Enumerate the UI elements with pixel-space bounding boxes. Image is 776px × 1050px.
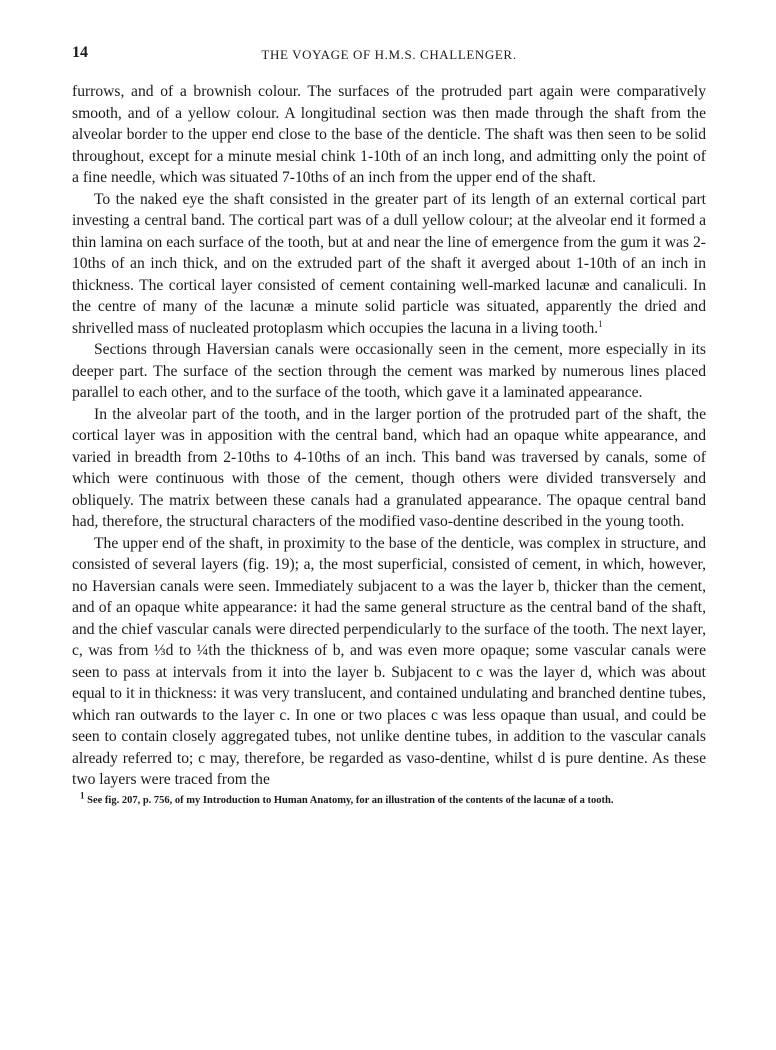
footnote-text: See fig. 207, p. 756, of my Introduction to Human Anatomy, for an illustration of the contents of the lacunæ of a tooth. [87, 794, 614, 806]
footnote-marker: 1 [598, 318, 603, 329]
page-number: 14 [72, 44, 88, 61]
body-text [72, 81, 706, 791]
paragraph-text: To the naked eye the shaft consisted in the greater part of its length of an external cortical part investing a central band. The cortical part was of a dull yellow colour; at the alveolar end it formed a thin lamina on each surface of the tooth, but at and near the line of emergence from the gum it was 2-10ths of an inch thick, and on the extruded part of the shaft it averged about 1-10th of an inch in thickness. The cortical layer consisted of cement containing well-marked lacunæ and canaliculi. In the centre of many of the lacunæ a minute solid particle was situated, apparently the dried and shrivelled mass of nucleated protoplasm which occupies the lacuna in a living tooth. [72, 190, 706, 337]
footnote [72, 790, 706, 808]
running-title: THE VOYAGE OF H.M.S. CHALLENGER. [261, 47, 517, 62]
paragraph [72, 189, 706, 340]
paragraph: In the alveolar part of the tooth, and in the larger portion of the protruded part of the shaft, the cortical layer was in apposition with the central band, which had an opaque white appearance, and varied in breadth from 2-10ths to 4-10ths of an inch. This band was traversed by canals, some of which were continuous with those of the cement, though others were divided transversely and obliquely. The matrix between these canals had a granulated appearance. The opaque central band had, therefore, the structural characters of the modified vaso-dentine described in the young tooth. [72, 405, 706, 530]
paragraph: The upper end of the shaft, in proximity to the base of the denticle, was complex in structure, and consisted of several layers (fig. 19); a, the most superficial, consisted of cement, in which, however, no Haversian canals were seen. Immediately subjacent to a was the layer b, thicker than the cement, and of an opaque white appearance: it had the same general structure as the central band of the shaft, and the chief vascular canals were directed perpendicularly to the surface of the tooth. The next layer, c, was from ⅓d to ¼th the thickness of b, and was even more opaque; some vascular canals were seen to pass at intervals from it into the layer b. Subjacent to c was the layer d, which was about equal to it in thickness: it was very translucent, and contained undulating and branched dentine tubes, which ran outwards to the layer c. In one or two places c was less opaque than usual, and could be seen to contain closely aggregated tubes, not unlike dentine tubes, in addition to the vascular canals already referred to; c may, therefore, be regarded as vaso-dentine, whilst d is pure dentine. As these two layers were traced from the [72, 534, 706, 788]
page [72, 44, 706, 808]
paragraph: furrows, and of a brownish colour. The surfaces of the protruded part again were comparatively smooth, and of a yellow colour. A longitudinal section was then made through the shaft from the alveolar border to the upper end close to the base of the denticle. The shaft was then seen to be solid throughout, except for a minute mesial chink 1-10th of an inch long, and admitting only the point of a fine needle, which was situated 7-10ths of an inch from the upper end of the shaft. [72, 83, 706, 186]
page-header [72, 44, 706, 68]
footnote-number: 1 [80, 790, 85, 800]
paragraph: Sections through Haversian canals were occasionally seen in the cement, more especially in its deeper part. The surface of the section through the cement was marked by numerous lines placed parallel to each other, and to the surface of the tooth, which gave it a laminated appearance. [72, 341, 706, 401]
